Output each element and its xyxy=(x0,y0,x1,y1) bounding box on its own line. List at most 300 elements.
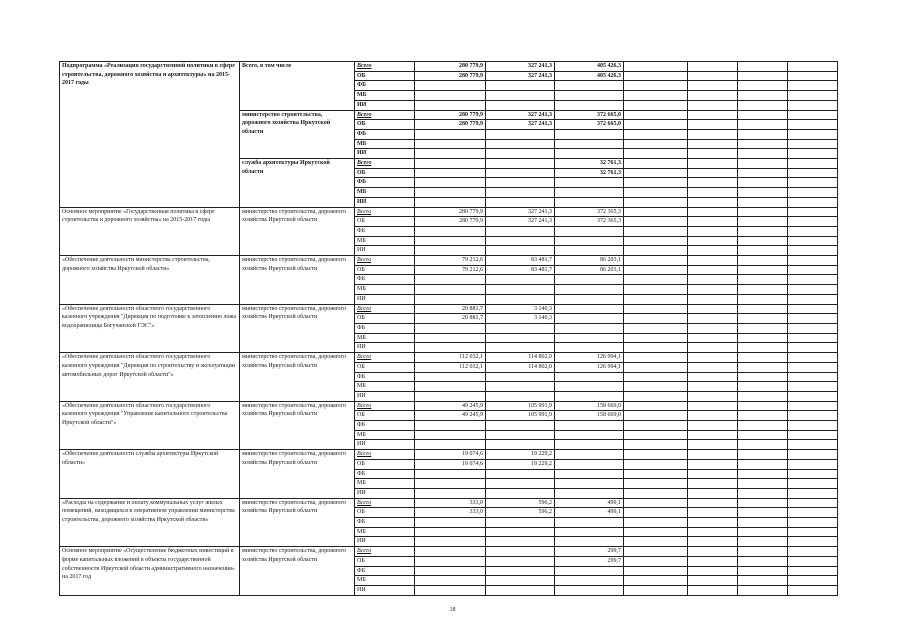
empty-cell xyxy=(788,246,838,256)
funding-source-cell: МБ xyxy=(355,479,415,489)
amount-cell-1 xyxy=(415,372,486,382)
table-row xyxy=(60,450,838,460)
empty-cell xyxy=(624,401,688,411)
empty-cell xyxy=(738,343,788,353)
funding-source-cell: ФБ xyxy=(355,323,415,333)
executor-cell: министерство строительства, дорожного хозяйства Иркутской области xyxy=(240,110,355,159)
amount-cell-3: 126 994,1 xyxy=(555,353,624,363)
program-name-cell: «Обеспечение деятельности областного государственного казенного учреждения "Дирекция по подготовке к затоплению ложа водохранилища Богучанской ГЭС"» xyxy=(60,304,240,353)
amount-cell-1 xyxy=(415,149,486,159)
amount-cell-2 xyxy=(486,129,555,139)
amount-cell-3: 372 365,3 xyxy=(555,207,624,217)
empty-cell xyxy=(788,294,838,304)
executor-cell: министерство строительства, дорожного хозяйства Иркутской области xyxy=(240,547,355,596)
empty-cell xyxy=(738,246,788,256)
funding-source-cell: ИИ xyxy=(355,343,415,353)
amount-cell-1 xyxy=(415,129,486,139)
empty-cell xyxy=(788,547,838,557)
empty-cell xyxy=(624,372,688,382)
amount-cell-2 xyxy=(486,294,555,304)
empty-cell xyxy=(624,236,688,246)
empty-cell xyxy=(624,459,688,469)
amount-cell-1 xyxy=(415,537,486,547)
empty-cell xyxy=(688,246,738,256)
funding-source-cell: ФБ xyxy=(355,566,415,576)
empty-cell xyxy=(738,547,788,557)
empty-cell xyxy=(788,527,838,537)
funding-source-cell: ФБ xyxy=(355,178,415,188)
amount-cell-1 xyxy=(415,527,486,537)
funding-source-cell: Всего xyxy=(355,450,415,460)
amount-cell-1: 20 881,7 xyxy=(415,314,486,324)
empty-cell xyxy=(738,556,788,566)
empty-cell xyxy=(688,547,738,557)
empty-cell xyxy=(788,120,838,130)
amount-cell-3: 86 203,1 xyxy=(555,265,624,275)
amount-cell-1: 280 779,9 xyxy=(415,62,486,72)
amount-cell-3: 372 365,3 xyxy=(555,217,624,227)
amount-cell-2 xyxy=(486,149,555,159)
amount-cell-2 xyxy=(486,159,555,169)
funding-source-cell: ОБ xyxy=(355,411,415,421)
empty-cell xyxy=(788,129,838,139)
funding-source-cell: ФБ xyxy=(355,226,415,236)
empty-cell xyxy=(688,275,738,285)
empty-cell xyxy=(788,372,838,382)
amount-cell-2 xyxy=(486,246,555,256)
amount-cell-3 xyxy=(555,139,624,149)
table-row xyxy=(60,62,838,72)
empty-cell xyxy=(788,353,838,363)
empty-cell xyxy=(738,566,788,576)
empty-cell xyxy=(788,139,838,149)
empty-cell xyxy=(688,217,738,227)
amount-cell-2 xyxy=(486,391,555,401)
empty-cell xyxy=(624,576,688,586)
amount-cell-3 xyxy=(555,246,624,256)
amount-cell-1: 280 779,9 xyxy=(415,110,486,120)
amount-cell-1: 333,0 xyxy=(415,498,486,508)
amount-cell-3 xyxy=(555,275,624,285)
table-row xyxy=(60,207,838,217)
empty-cell xyxy=(738,178,788,188)
amount-cell-2 xyxy=(486,188,555,198)
executor-cell: Всего, в том числе xyxy=(240,62,355,111)
amount-cell-2: 3 140,3 xyxy=(486,314,555,324)
executor-cell: министерство строительства, дорожного хозяйства Иркутской области xyxy=(240,498,355,547)
funding-source-cell: МБ xyxy=(355,139,415,149)
empty-cell xyxy=(688,168,738,178)
amount-cell-2 xyxy=(486,197,555,207)
amount-cell-1 xyxy=(415,391,486,401)
empty-cell xyxy=(688,159,738,169)
amount-cell-1 xyxy=(415,488,486,498)
empty-cell xyxy=(624,100,688,110)
amount-cell-3 xyxy=(555,91,624,101)
amount-cell-3 xyxy=(555,178,624,188)
empty-cell xyxy=(738,304,788,314)
amount-cell-1 xyxy=(415,576,486,586)
empty-cell xyxy=(624,323,688,333)
empty-cell xyxy=(788,275,838,285)
amount-cell-1: 112 032,1 xyxy=(415,353,486,363)
amount-cell-3: 372 665,0 xyxy=(555,120,624,130)
funding-source-cell: ФБ xyxy=(355,421,415,431)
empty-cell xyxy=(738,518,788,528)
amount-cell-2: 596,2 xyxy=(486,498,555,508)
empty-cell xyxy=(624,450,688,460)
amount-cell-2 xyxy=(486,421,555,431)
amount-cell-1 xyxy=(415,236,486,246)
empty-cell xyxy=(788,265,838,275)
funding-source-cell: ОБ xyxy=(355,265,415,275)
table-row xyxy=(60,498,838,508)
empty-cell xyxy=(788,488,838,498)
empty-cell xyxy=(688,479,738,489)
empty-cell xyxy=(624,217,688,227)
funding-source-cell: Всего xyxy=(355,110,415,120)
amount-cell-3 xyxy=(555,100,624,110)
program-name-cell: «Обеспечение деятельности областного государственного казенного учреждения "Дирекция по строительству и эксплуатации автомобильных дорог Иркутской области"» xyxy=(60,353,240,402)
empty-cell xyxy=(688,576,738,586)
empty-cell xyxy=(688,285,738,295)
amount-cell-1 xyxy=(415,479,486,489)
empty-cell xyxy=(738,372,788,382)
amount-cell-3 xyxy=(555,527,624,537)
empty-cell xyxy=(738,217,788,227)
amount-cell-2: 327 241,3 xyxy=(486,207,555,217)
amount-cell-2: 83 481,7 xyxy=(486,265,555,275)
funding-source-cell: Всего xyxy=(355,62,415,72)
empty-cell xyxy=(738,459,788,469)
empty-cell xyxy=(738,450,788,460)
amount-cell-2: 3 140,3 xyxy=(486,304,555,314)
empty-cell xyxy=(738,382,788,392)
empty-cell xyxy=(738,62,788,72)
empty-cell xyxy=(624,120,688,130)
amount-cell-2 xyxy=(486,547,555,557)
amount-cell-1 xyxy=(415,168,486,178)
empty-cell xyxy=(788,411,838,421)
empty-cell xyxy=(788,178,838,188)
empty-cell xyxy=(688,236,738,246)
empty-cell xyxy=(738,333,788,343)
empty-cell xyxy=(788,159,838,169)
amount-cell-3 xyxy=(555,81,624,91)
executor-cell: служба архитектуры Иркутской области xyxy=(240,159,355,208)
amount-cell-1 xyxy=(415,246,486,256)
empty-cell xyxy=(624,188,688,198)
amount-cell-1 xyxy=(415,585,486,595)
empty-cell xyxy=(788,440,838,450)
empty-cell xyxy=(624,421,688,431)
amount-cell-2 xyxy=(486,585,555,595)
amount-cell-1 xyxy=(415,100,486,110)
empty-cell xyxy=(788,110,838,120)
empty-cell xyxy=(624,314,688,324)
empty-cell xyxy=(738,469,788,479)
empty-cell xyxy=(688,62,738,72)
amount-cell-3 xyxy=(555,566,624,576)
empty-cell xyxy=(738,479,788,489)
amount-cell-2: 327 241,3 xyxy=(486,217,555,227)
funding-source-cell: ИИ xyxy=(355,197,415,207)
empty-cell xyxy=(738,197,788,207)
empty-cell xyxy=(738,120,788,130)
empty-cell xyxy=(624,585,688,595)
empty-cell xyxy=(738,488,788,498)
empty-cell xyxy=(788,430,838,440)
empty-cell xyxy=(738,265,788,275)
empty-cell xyxy=(624,333,688,343)
program-name-cell: «Расходы на содержание и оплату коммунальных услуг жилых помещений, находящихся в оперативном управлении министерства строительства, дорожного хозяйства Иркутской области» xyxy=(60,498,240,547)
amount-cell-2: 105 991,9 xyxy=(486,401,555,411)
amount-cell-3: 405 426,3 xyxy=(555,71,624,81)
amount-cell-3: 126 994,1 xyxy=(555,362,624,372)
amount-cell-3 xyxy=(555,450,624,460)
empty-cell xyxy=(738,71,788,81)
amount-cell-3: 499,1 xyxy=(555,498,624,508)
empty-cell xyxy=(624,178,688,188)
amount-cell-1 xyxy=(415,285,486,295)
empty-cell xyxy=(688,120,738,130)
amount-cell-3 xyxy=(555,197,624,207)
empty-cell xyxy=(624,440,688,450)
funding-source-cell: МБ xyxy=(355,333,415,343)
empty-cell xyxy=(688,343,738,353)
amount-cell-1 xyxy=(415,556,486,566)
empty-cell xyxy=(788,236,838,246)
empty-cell xyxy=(688,459,738,469)
empty-cell xyxy=(624,207,688,217)
empty-cell xyxy=(624,391,688,401)
amount-cell-3: 86 203,1 xyxy=(555,256,624,266)
amount-cell-3: 299,7 xyxy=(555,547,624,557)
empty-cell xyxy=(688,100,738,110)
empty-cell xyxy=(788,343,838,353)
empty-cell xyxy=(688,188,738,198)
empty-cell xyxy=(788,323,838,333)
amount-cell-2: 327 241,3 xyxy=(486,62,555,72)
amount-cell-3 xyxy=(555,391,624,401)
amount-cell-3: 158 669,0 xyxy=(555,411,624,421)
empty-cell xyxy=(688,226,738,236)
empty-cell xyxy=(788,100,838,110)
empty-cell xyxy=(624,518,688,528)
amount-cell-2: 105 991,9 xyxy=(486,411,555,421)
empty-cell xyxy=(738,314,788,324)
funding-source-cell: МБ xyxy=(355,527,415,537)
empty-cell xyxy=(738,236,788,246)
amount-cell-3 xyxy=(555,488,624,498)
amount-cell-3: 32 761,3 xyxy=(555,168,624,178)
executor-cell: министерство строительства, дорожного хозяйства Иркутской области xyxy=(240,256,355,305)
empty-cell xyxy=(688,450,738,460)
empty-cell xyxy=(738,411,788,421)
empty-cell xyxy=(788,585,838,595)
amount-cell-1: 280 779,9 xyxy=(415,71,486,81)
funding-source-cell: ОБ xyxy=(355,314,415,324)
funding-source-cell: ОБ xyxy=(355,459,415,469)
amount-cell-2 xyxy=(486,479,555,489)
empty-cell xyxy=(688,304,738,314)
amount-cell-3 xyxy=(555,323,624,333)
empty-cell xyxy=(688,256,738,266)
executor-cell: министерство строительства, дорожного хозяйства Иркутской области xyxy=(240,401,355,450)
amount-cell-2 xyxy=(486,100,555,110)
amount-cell-3 xyxy=(555,440,624,450)
amount-cell-3 xyxy=(555,537,624,547)
empty-cell xyxy=(788,479,838,489)
amount-cell-3 xyxy=(555,343,624,353)
empty-cell xyxy=(788,459,838,469)
funding-source-cell: ФБ xyxy=(355,129,415,139)
amount-cell-1 xyxy=(415,547,486,557)
empty-cell xyxy=(788,576,838,586)
empty-cell xyxy=(738,537,788,547)
empty-cell xyxy=(688,149,738,159)
empty-cell xyxy=(788,217,838,227)
empty-cell xyxy=(738,139,788,149)
amount-cell-2 xyxy=(486,566,555,576)
amount-cell-1: 333,0 xyxy=(415,508,486,518)
empty-cell xyxy=(688,518,738,528)
funding-source-cell: ИИ xyxy=(355,391,415,401)
empty-cell xyxy=(624,275,688,285)
amount-cell-2 xyxy=(486,91,555,101)
amount-cell-2 xyxy=(486,430,555,440)
amount-cell-3 xyxy=(555,129,624,139)
funding-source-cell: МБ xyxy=(355,576,415,586)
amount-cell-2 xyxy=(486,178,555,188)
amount-cell-3 xyxy=(555,236,624,246)
amount-cell-2 xyxy=(486,168,555,178)
empty-cell xyxy=(688,556,738,566)
empty-cell xyxy=(688,91,738,101)
empty-cell xyxy=(788,314,838,324)
empty-cell xyxy=(624,469,688,479)
amount-cell-1: 280 779,9 xyxy=(415,217,486,227)
empty-cell xyxy=(788,421,838,431)
empty-cell xyxy=(788,71,838,81)
empty-cell xyxy=(738,353,788,363)
amount-cell-1 xyxy=(415,333,486,343)
empty-cell xyxy=(688,129,738,139)
funding-source-cell: Всего xyxy=(355,304,415,314)
empty-cell xyxy=(788,333,838,343)
funding-source-cell: ФБ xyxy=(355,275,415,285)
empty-cell xyxy=(688,401,738,411)
empty-cell xyxy=(738,275,788,285)
amount-cell-2 xyxy=(486,382,555,392)
empty-cell xyxy=(738,527,788,537)
amount-cell-2 xyxy=(486,556,555,566)
empty-cell xyxy=(688,197,738,207)
funding-source-cell: МБ xyxy=(355,188,415,198)
funding-source-cell: Всего xyxy=(355,256,415,266)
amount-cell-3 xyxy=(555,285,624,295)
empty-cell xyxy=(688,566,738,576)
amount-cell-3: 158 669,0 xyxy=(555,401,624,411)
amount-cell-1: 280 779,9 xyxy=(415,207,486,217)
amount-cell-1: 19 074,6 xyxy=(415,459,486,469)
funding-source-cell: МБ xyxy=(355,382,415,392)
empty-cell xyxy=(788,391,838,401)
empty-cell xyxy=(738,91,788,101)
empty-cell xyxy=(738,362,788,372)
funding-source-cell: Всего xyxy=(355,159,415,169)
empty-cell xyxy=(788,149,838,159)
empty-cell xyxy=(788,537,838,547)
empty-cell xyxy=(738,188,788,198)
funding-source-cell: ИИ xyxy=(355,149,415,159)
amount-cell-1 xyxy=(415,226,486,236)
empty-cell xyxy=(688,139,738,149)
empty-cell xyxy=(688,411,738,421)
empty-cell xyxy=(738,421,788,431)
amount-cell-3: 372 665,0 xyxy=(555,110,624,120)
empty-cell xyxy=(688,81,738,91)
executor-cell: министерство строительства, дорожного хозяйства Иркутской области xyxy=(240,353,355,402)
amount-cell-2: 19 229,2 xyxy=(486,459,555,469)
funding-source-cell: ОБ xyxy=(355,120,415,130)
empty-cell xyxy=(738,430,788,440)
funding-source-cell: ИИ xyxy=(355,585,415,595)
empty-cell xyxy=(788,401,838,411)
amount-cell-3 xyxy=(555,459,624,469)
amount-cell-1 xyxy=(415,197,486,207)
amount-cell-2: 83 481,7 xyxy=(486,256,555,266)
amount-cell-3 xyxy=(555,430,624,440)
amount-cell-1 xyxy=(415,440,486,450)
empty-cell xyxy=(688,294,738,304)
empty-cell xyxy=(624,62,688,72)
amount-cell-1: 19 074,6 xyxy=(415,450,486,460)
amount-cell-2 xyxy=(486,518,555,528)
empty-cell xyxy=(688,362,738,372)
amount-cell-3: 405 426,3 xyxy=(555,62,624,72)
empty-cell xyxy=(624,197,688,207)
empty-cell xyxy=(788,304,838,314)
amount-cell-1: 49 245,9 xyxy=(415,401,486,411)
amount-cell-1 xyxy=(415,323,486,333)
amount-cell-3: 499,1 xyxy=(555,508,624,518)
empty-cell xyxy=(788,566,838,576)
amount-cell-2 xyxy=(486,139,555,149)
empty-cell xyxy=(688,469,738,479)
empty-cell xyxy=(788,207,838,217)
empty-cell xyxy=(688,314,738,324)
amount-cell-2: 596,2 xyxy=(486,508,555,518)
amount-cell-1: 49 245,9 xyxy=(415,411,486,421)
empty-cell xyxy=(624,110,688,120)
funding-source-cell: ОБ xyxy=(355,508,415,518)
empty-cell xyxy=(738,168,788,178)
empty-cell xyxy=(738,508,788,518)
funding-source-cell: ИИ xyxy=(355,488,415,498)
empty-cell xyxy=(788,91,838,101)
empty-cell xyxy=(624,508,688,518)
empty-cell xyxy=(738,401,788,411)
empty-cell xyxy=(688,110,738,120)
funding-source-cell: ИИ xyxy=(355,537,415,547)
amount-cell-1 xyxy=(415,518,486,528)
program-name-cell: Основное мероприятие «Государственная политика в сфере строительства и дорожного хозяйства» на 2015-2017 годы xyxy=(60,207,240,256)
empty-cell xyxy=(738,576,788,586)
amount-cell-2: 327 241,3 xyxy=(486,120,555,130)
amount-cell-2: 327 241,3 xyxy=(486,110,555,120)
empty-cell xyxy=(624,479,688,489)
